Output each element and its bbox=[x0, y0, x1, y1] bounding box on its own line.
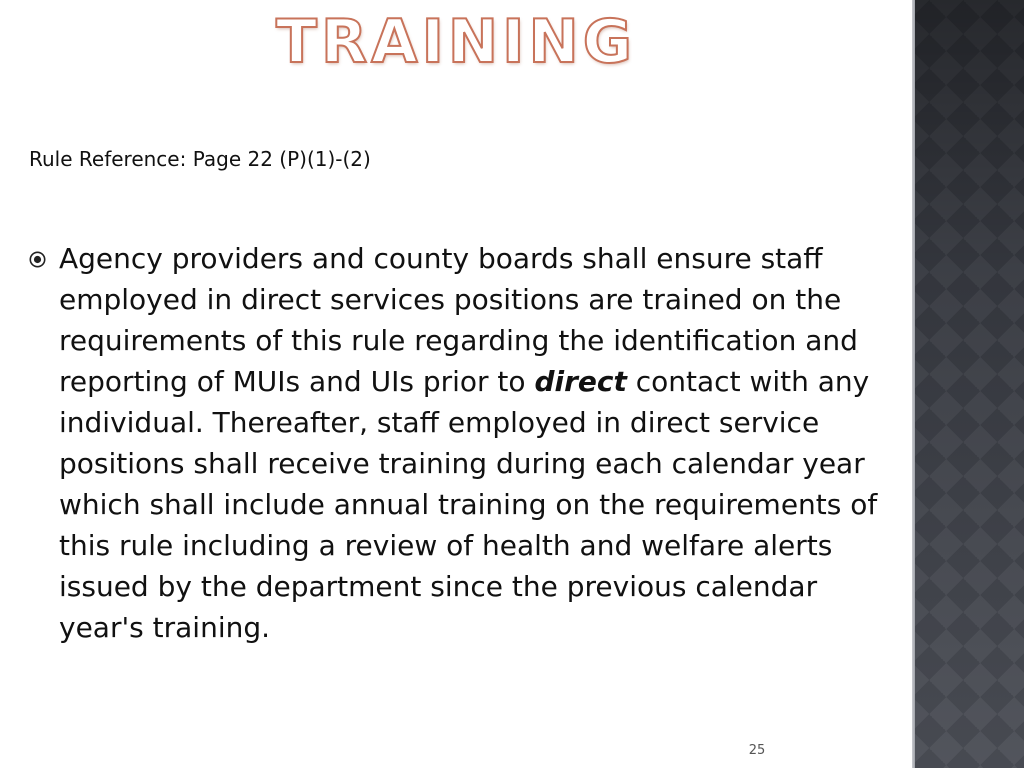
bullet-text-after: contact with any individual. Thereafter, staff employed in direct service positions shall receive training during each calendar year which shall include annual training on the requirements of this rule including a review of health and welfare alerts issued by the department since the previous calendar year's training. bbox=[59, 365, 878, 644]
slide-title: TRAINING bbox=[276, 7, 636, 77]
circle-bullet-icon bbox=[29, 251, 46, 268]
rule-reference: Rule Reference: Page 22 (P)(1)-(2) bbox=[29, 147, 371, 171]
bullet-emphasis: direct bbox=[534, 365, 627, 398]
page-number: 25 bbox=[748, 743, 766, 758]
decorative-side-panel bbox=[912, 0, 1024, 768]
bullet-text-before: Agency providers and county boards shall ensure staff employed in direct services positions are trained on the requirements of this rule regarding the identification and reporting of MUIs and UIs prior to bbox=[59, 242, 858, 398]
bullet-item bbox=[29, 238, 889, 648]
side-panel-edge bbox=[912, 0, 915, 768]
bullet-text bbox=[59, 238, 889, 648]
